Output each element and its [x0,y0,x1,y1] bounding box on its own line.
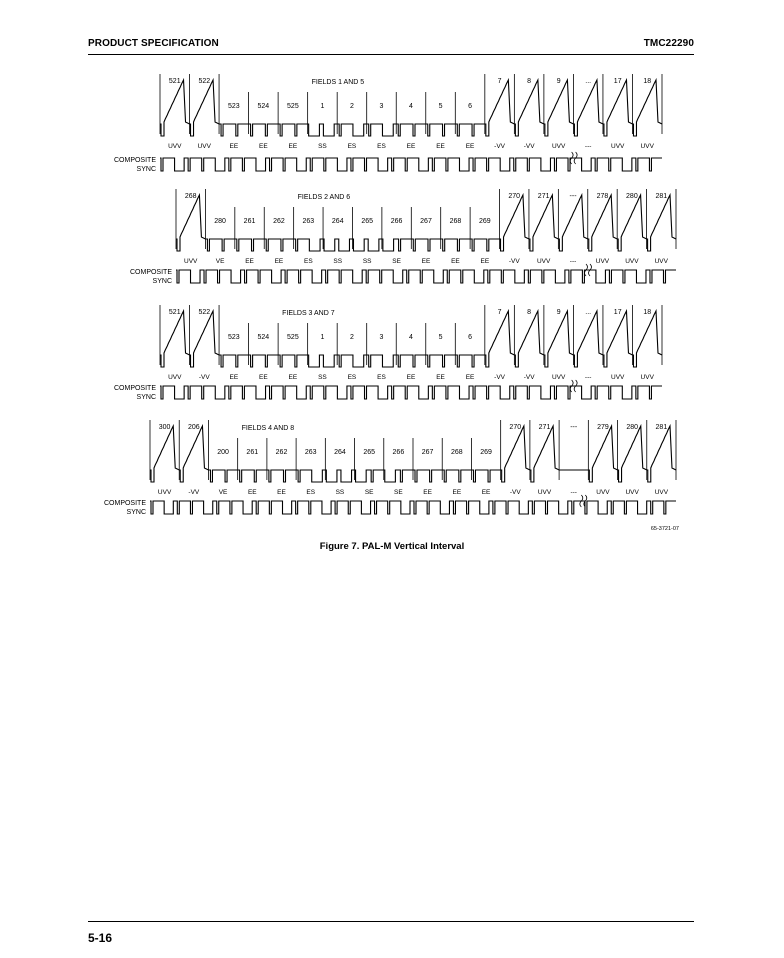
header-part-number: TMC22290 [643,38,694,49]
pulse-type-label: UVV [654,489,669,496]
line-number-label: 524 [257,334,270,341]
pulse-type-label: --- [584,374,592,381]
pulse-type-label: ES [347,374,357,381]
line-number-label: 7 [497,78,502,85]
pulse-type-label: EE [481,489,491,496]
pulse-type-label: SE [364,489,374,496]
line-number-label: 266 [390,218,403,225]
pulse-type-label: ES [377,374,386,381]
pulse-type-label: -VV [188,489,200,496]
pulse-type-label: UVV [197,143,211,150]
line-number-label: 265 [361,218,374,225]
line-number-label: 2 [349,103,354,110]
pulse-type-label: SS [362,258,372,265]
line-number-label: 7 [497,309,502,316]
line-number-label: 17 [613,309,622,316]
pulse-type-label: SS [335,489,345,496]
line-number-label: 265 [363,449,376,456]
pulse-type-label: UVV [157,489,172,496]
pulse-type-label: SS [333,258,343,265]
line-number-label: 18 [643,78,652,85]
line-number-label: --- [570,424,578,431]
composite-sync-label: COMPOSITE [113,157,156,164]
pulse-type-label: SE [392,258,401,265]
pulse-type-label: UVV [611,374,625,381]
line-number-label: 270 [509,424,522,431]
pulse-type-label: EE [421,258,431,265]
pulse-type-label: EE [436,374,445,381]
pulse-type-label: UVV [611,143,625,150]
line-number-label: 263 [304,449,317,456]
composite-sync-waveform [150,501,676,514]
pulse-type-label: UVV [168,143,182,150]
line-number-label: 264 [334,449,346,456]
line-number-label: 262 [275,449,288,456]
pulse-type-label: VE [218,489,228,496]
line-number-label: 280 [626,424,639,431]
line-number-label: ... [585,78,592,85]
line-number-label: 2 [349,334,354,341]
line-number-label: 267 [421,449,434,456]
pulse-type-label: -VV [494,143,506,150]
line-number-label: 206 [187,424,200,431]
line-number-label: 200 [217,449,229,456]
line-number-label: 281 [655,424,668,431]
line-number-label: 5 [438,103,443,110]
footer-rule [88,921,694,922]
pulse-type-label: EE [480,258,490,265]
line-number-label: --- [569,193,577,200]
line-number-label: 17 [613,78,622,85]
pulse-type-label: EE [259,143,268,150]
line-number-label: 6 [468,334,473,341]
line-number-label: 300 [158,424,171,431]
line-number-label: 270 [508,193,521,200]
pulse-type-label: ES [304,258,313,265]
pulse-type-label: VE [215,258,225,265]
line-number-label: 1 [320,103,325,110]
pulse-type-label: UVV [184,258,198,265]
line-number-label: 8 [527,78,532,85]
composite-sync-label: COMPOSITE [103,500,146,507]
pulse-type-label: SE [394,489,403,496]
composite-sync-waveform [160,386,662,399]
pulse-type-label: -VV [508,258,520,265]
field-title-label: FIELDS 4 AND 8 [241,425,295,432]
pulse-type-label: -VV [523,374,535,381]
line-number-label: 9 [556,309,561,316]
pulse-type-label: -VV [509,489,521,496]
pulse-type-label: UVV [654,258,668,265]
line-number-label: 280 [214,218,226,225]
pulse-type-label: --- [584,143,592,150]
line-number-label: 8 [527,309,532,316]
line-number-label: 1 [320,334,325,341]
line-number-label: 269 [480,449,492,456]
pulse-type-label: EE [288,374,298,381]
line-number-label: 261 [243,218,256,225]
line-number-label: 271 [537,193,550,200]
line-number-label: 261 [246,449,259,456]
line-number-label: 278 [596,193,609,200]
line-number-label: 263 [302,218,315,225]
composite-sync-label: COMPOSITE [129,269,172,276]
line-number-label: 262 [273,218,285,225]
pulse-type-label: UVV [595,258,610,265]
field-title-label: FIELDS 2 AND 6 [297,194,351,201]
line-number-label: 9 [556,78,561,85]
pulse-type-label: UVV [537,489,552,496]
line-number-label: 3 [379,334,384,341]
figure-code-label: 65-3721-07 [650,526,679,532]
field-title-label: FIELDS 1 AND 5 [311,79,365,86]
line-number-label: 279 [597,424,609,431]
pulse-type-label: EE [277,489,286,496]
pulse-type-label: -VV [198,374,210,381]
pulse-type-label: UVV [625,258,639,265]
pulse-type-label: EE [436,143,445,150]
line-number-label: 521 [168,309,181,316]
line-number-label: 523 [227,334,240,341]
line-number-label: 525 [287,103,299,110]
sync-label: SYNC [136,166,156,173]
sync-label: SYNC [136,394,156,401]
page-number: 5-16 [88,931,113,945]
pulse-type-label: EE [245,258,254,265]
composite-sync-waveform [176,270,676,283]
pulse-type-label: EE [274,258,284,265]
header-title: PRODUCT SPECIFICATION [88,38,219,49]
pulse-type-label: EE [406,374,416,381]
pulse-type-label: EE [452,489,462,496]
pulse-type-label: ES [347,143,357,150]
line-number-label: 269 [478,218,491,225]
pulse-type-label: EE [451,258,460,265]
line-number-label: 4 [409,334,413,341]
line-number-label: 524 [257,103,270,110]
pulse-type-label: UVV [640,374,654,381]
pulse-type-label: SS [318,143,327,150]
pulse-type-label: UVV [596,489,610,496]
pulse-type-label: EE [465,374,475,381]
line-number-label: 271 [538,424,551,431]
pulse-type-label: EE [288,143,298,150]
figure-caption: Figure 7. PAL-M Vertical Interval [319,541,465,552]
line-number-label: 268 [449,218,462,225]
pulse-type-label: EE [229,374,239,381]
field-title-label: FIELDS 3 AND 7 [282,310,335,317]
line-number-label: 281 [655,193,668,200]
line-number-label: 264 [331,218,344,225]
pulse-type-label: --- [570,489,577,496]
pulse-type-label: UVV [168,374,182,381]
sync-label: SYNC [152,278,172,285]
pulse-type-label: UVV [536,258,551,265]
line-number-label: 5 [438,334,443,341]
pulse-type-label: EE [247,489,257,496]
composite-sync-label: COMPOSITE [113,385,156,392]
pulse-type-label: EE [259,374,268,381]
sync-label: SYNC [126,509,146,516]
line-number-label: 268 [184,193,197,200]
pulse-type-label: ES [377,143,386,150]
pulse-type-label: -VV [523,143,535,150]
pulse-type-label: UVV [640,143,654,150]
line-number-label: 521 [168,78,181,85]
pulse-type-label: --- [569,258,577,265]
pulse-type-label: ES [306,489,316,496]
pulse-type-label: EE [229,143,239,150]
line-number-label: 522 [198,309,211,316]
line-number-label: 18 [643,309,652,316]
pulse-type-label: EE [406,143,416,150]
line-number-label: 268 [450,449,463,456]
line-number-label: 522 [198,78,211,85]
line-number-label: 4 [409,103,413,110]
line-number-label: 525 [287,334,299,341]
line-number-label: 267 [420,218,432,225]
line-number-label: ... [585,309,592,316]
pulse-type-label: UVV [625,489,639,496]
pulse-type-label: EE [465,143,475,150]
composite-sync-waveform [160,158,662,171]
pulse-type-label: UVV [551,374,566,381]
pulse-type-label: -VV [494,374,506,381]
line-number-label: 280 [626,193,638,200]
pulse-type-label: UVV [551,143,566,150]
line-number-label: 523 [227,103,240,110]
line-number-label: 6 [468,103,473,110]
line-number-label: 3 [379,103,384,110]
pulse-type-label: SS [318,374,327,381]
line-number-label: 266 [392,449,405,456]
pulse-type-label: EE [423,489,432,496]
